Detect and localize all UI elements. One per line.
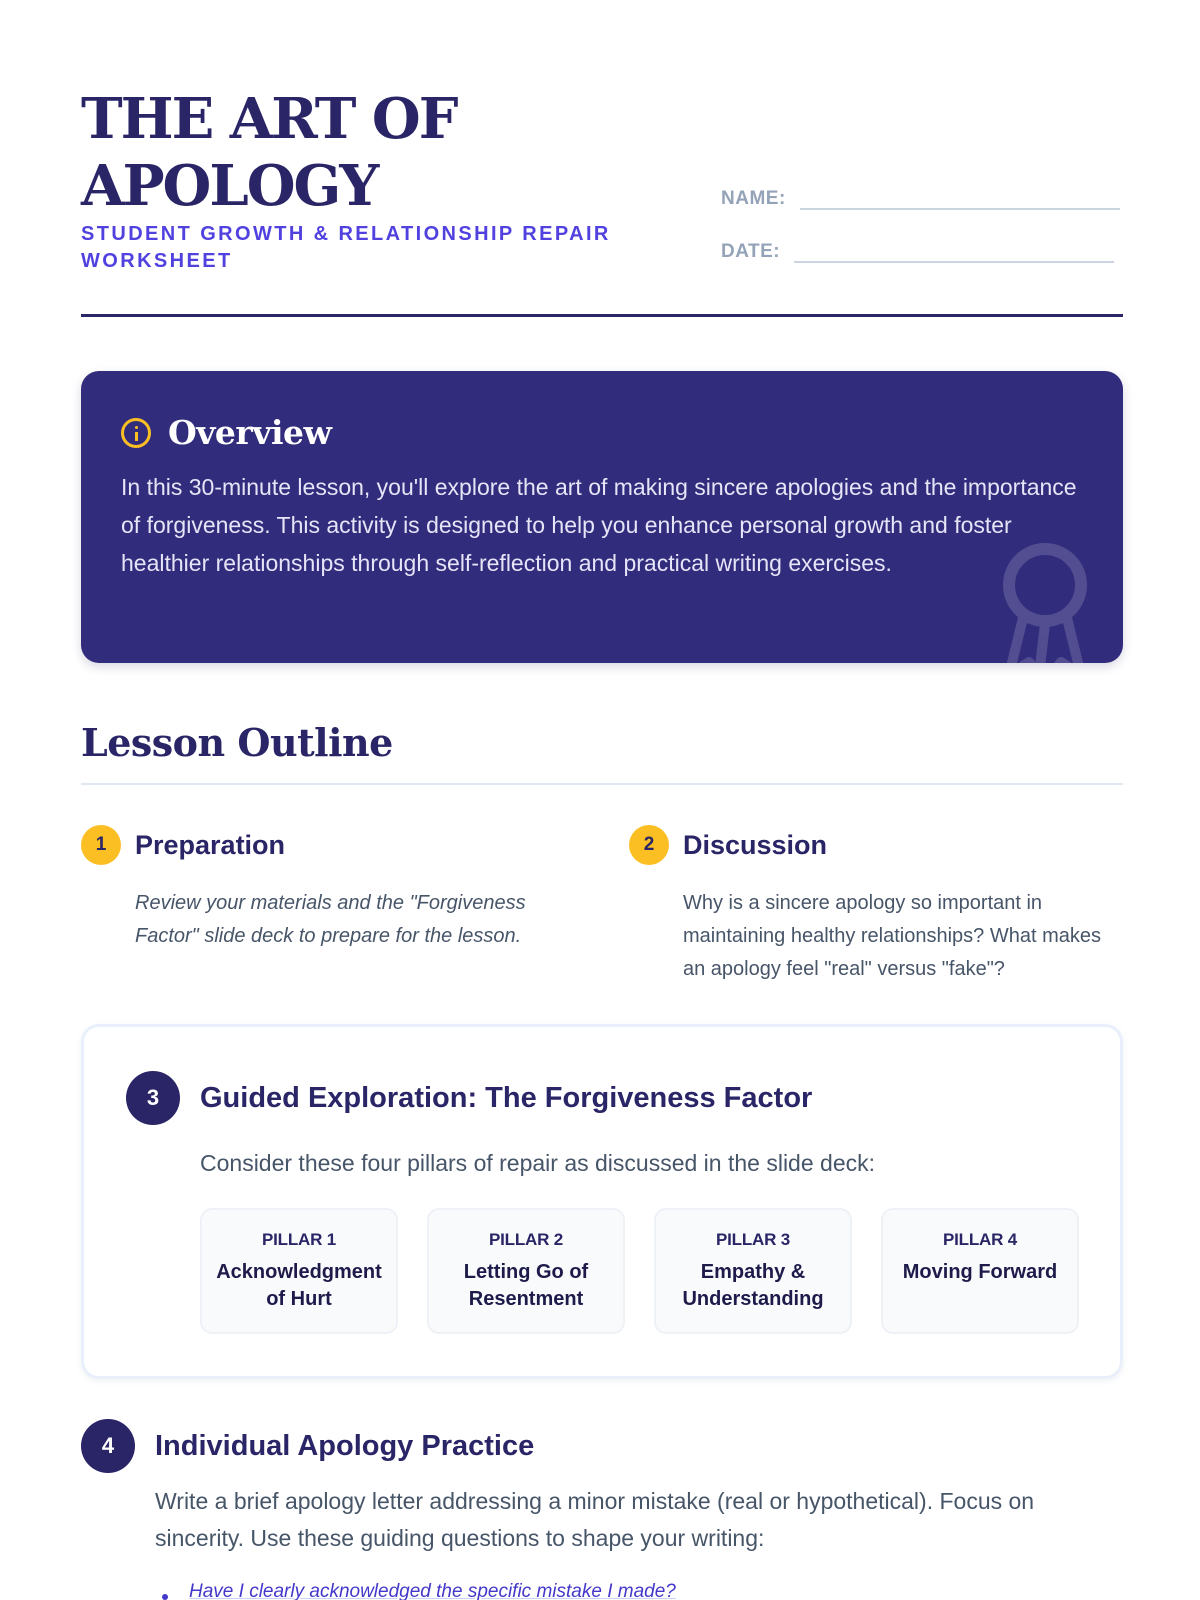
step-header — [126, 1071, 812, 1125]
name-label: NAME: — [721, 188, 786, 209]
worksheet-page — [81, 0, 1123, 1600]
step-header — [81, 1419, 1123, 1473]
step-header — [629, 825, 1123, 865]
pillar-name: Moving Forward — [902, 1261, 1058, 1283]
overview-card — [81, 371, 1123, 663]
worksheet-header — [81, 0, 1123, 318]
step-number-badge: 1 — [81, 825, 121, 865]
outline-title: Lesson Outline — [81, 720, 393, 765]
step-title: Discussion — [683, 829, 828, 860]
step-number-badge: 2 — [629, 825, 669, 865]
pillar-card — [654, 1208, 852, 1334]
outline-divider — [81, 783, 1123, 785]
step-title: Guided Exploration: The Forgiveness Factor — [200, 1081, 813, 1114]
overview-header — [121, 413, 1083, 452]
date-label: DATE: — [721, 241, 781, 262]
header-divider — [81, 314, 1123, 317]
step-preparation — [81, 825, 581, 953]
step-title: Individual Apology Practice — [155, 1429, 535, 1462]
page-title: THE ART OF APOLOGY — [81, 86, 457, 219]
page-subtitle: STUDENT GROWTH & RELATIONSHIP REPAIR WORKSHEET — [81, 223, 611, 272]
step-text: Why is a sincere apology so important in maintaining healthy relationships? What makes an apology feel "real" versus "fake"? — [683, 892, 1101, 980]
step-discussion — [629, 825, 1123, 986]
step-apology-practice — [81, 1419, 1123, 1473]
pillar-name: Empathy & Understanding — [682, 1261, 824, 1310]
pillar-card — [427, 1208, 625, 1334]
pillar-card — [200, 1208, 398, 1334]
award-icon — [995, 540, 1095, 663]
date-field[interactable] — [721, 241, 1114, 263]
step-number-badge: 3 — [126, 1071, 180, 1125]
step-header — [81, 825, 581, 865]
step-text: Review your materials and the "Forgiveness Factor" slide deck to prepare for the lesson. — [135, 892, 526, 947]
pillar-label: PILLAR 3 — [716, 1230, 790, 1249]
guided-exploration-card — [81, 1024, 1123, 1379]
info-icon — [121, 418, 151, 448]
pillar-label: PILLAR 4 — [943, 1230, 1017, 1249]
guiding-question: Have I clearly acknowledged the specific mistake I made? — [189, 1581, 676, 1600]
name-input-line[interactable] — [800, 188, 1120, 210]
step-title: Preparation — [135, 829, 286, 860]
date-input-line[interactable] — [794, 241, 1114, 263]
name-field[interactable] — [721, 188, 1120, 210]
overview-text: In this 30-minute lesson, you'll explore the art of making sincere apologies and the importance of forgiveness. This activity is designed to help you enhance personal growth and foster healthier relationships through self-reflection and practical writing exercises. — [121, 474, 1077, 576]
pillars-grid — [200, 1208, 1079, 1334]
guiding-questions-list — [189, 1581, 676, 1600]
step-number-badge: 4 — [81, 1419, 135, 1473]
pillar-name: Letting Go of Resentment — [463, 1261, 589, 1310]
pillar-label: PILLAR 1 — [262, 1230, 336, 1249]
overview-title: Overview — [168, 413, 332, 452]
step-text: Write a brief apology letter addressing a minor mistake (real or hypothetical). Focus on sincerity. Use these guiding questions to shape your writing: — [155, 1488, 1035, 1551]
pillar-card — [881, 1208, 1079, 1334]
guided-intro-text: Consider these four pillars of repair as discussed in the slide deck: — [200, 1150, 876, 1176]
pillar-label: PILLAR 2 — [489, 1230, 563, 1249]
pillar-name: Acknowledgment of Hurt — [216, 1261, 382, 1310]
